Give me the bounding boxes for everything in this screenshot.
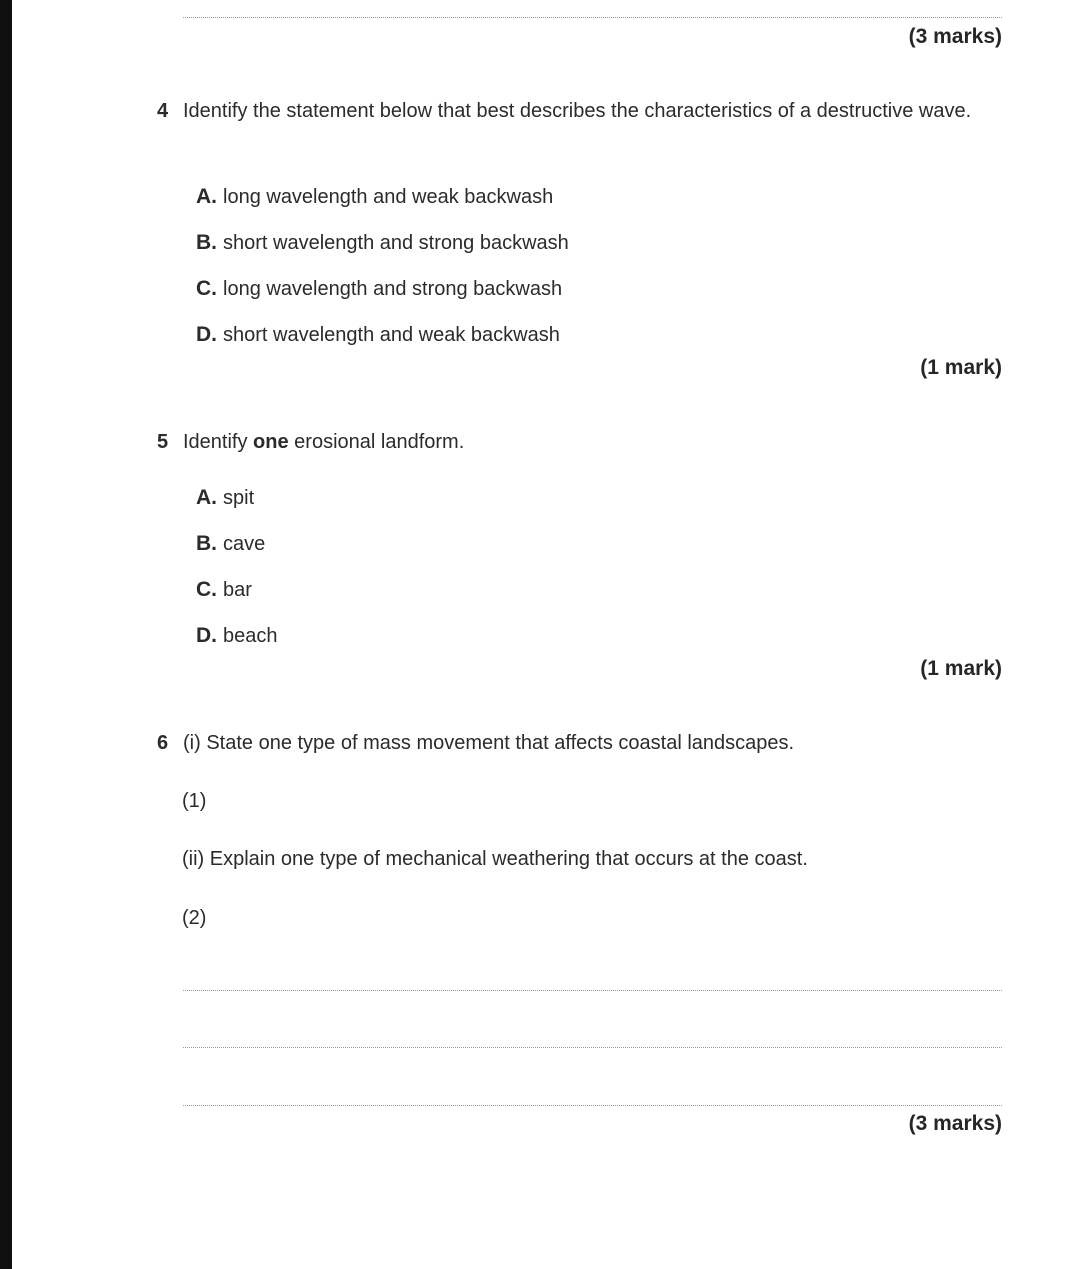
q5-option-a[interactable]	[196, 486, 254, 510]
q4-marks: (1 mark)	[920, 356, 1002, 379]
q5-text	[183, 428, 973, 456]
answer-line-3[interactable]	[183, 1105, 1002, 1106]
q4-option-d[interactable]	[196, 323, 560, 347]
q5-option-c[interactable]	[196, 578, 252, 602]
option-letter: D.	[196, 323, 217, 346]
answer-line-2[interactable]	[183, 1047, 1002, 1048]
option-text: spit	[223, 487, 255, 509]
q6-part-ii-marks: (2)	[182, 907, 207, 929]
option-text: cave	[223, 533, 266, 555]
option-letter: C.	[196, 578, 217, 601]
option-letter: A.	[196, 486, 217, 509]
q4-text: Identify the statement below that best describes the characteristics of a destructive wave.	[183, 100, 972, 122]
q6-part-i: (i) State one type of mass movement that affects coastal landscapes.	[183, 732, 795, 754]
q5-option-d[interactable]	[196, 624, 278, 648]
q4-option-c[interactable]	[196, 277, 562, 301]
option-text: bar	[223, 579, 252, 601]
option-text: long wavelength and strong backwash	[223, 278, 563, 300]
option-letter: B.	[196, 231, 217, 254]
q6-part-i-marks: (1)	[182, 790, 207, 812]
q4-option-b[interactable]	[196, 231, 569, 255]
option-letter: D.	[196, 624, 217, 647]
q6-number: 6	[157, 732, 169, 754]
q5-text-after: erosional landform.	[288, 431, 465, 453]
q4-option-a[interactable]	[196, 185, 553, 209]
q5-number: 5	[157, 431, 169, 453]
answer-line[interactable]	[183, 17, 1002, 18]
q5-text-emphasis: one	[253, 431, 289, 453]
option-text: beach	[223, 625, 278, 647]
q6-part-ii: (ii) Explain one type of mechanical weathering that occurs at the coast.	[182, 848, 808, 870]
option-text: short wavelength and strong backwash	[223, 232, 569, 254]
option-text: long wavelength and weak backwash	[223, 186, 554, 208]
option-letter: C.	[196, 277, 217, 300]
q5-option-b[interactable]	[196, 532, 265, 556]
left-border	[0, 0, 12, 1269]
option-letter: B.	[196, 532, 217, 555]
answer-line-1[interactable]	[183, 990, 1002, 991]
option-letter: A.	[196, 185, 217, 208]
q3-marks: (3 marks)	[908, 25, 1002, 48]
q5-text-before: Identify	[183, 431, 254, 453]
q6-marks: (3 marks)	[908, 1112, 1002, 1135]
q4-number: 4	[157, 100, 169, 122]
option-text: short wavelength and weak backwash	[223, 324, 560, 346]
q5-marks: (1 mark)	[920, 657, 1002, 680]
